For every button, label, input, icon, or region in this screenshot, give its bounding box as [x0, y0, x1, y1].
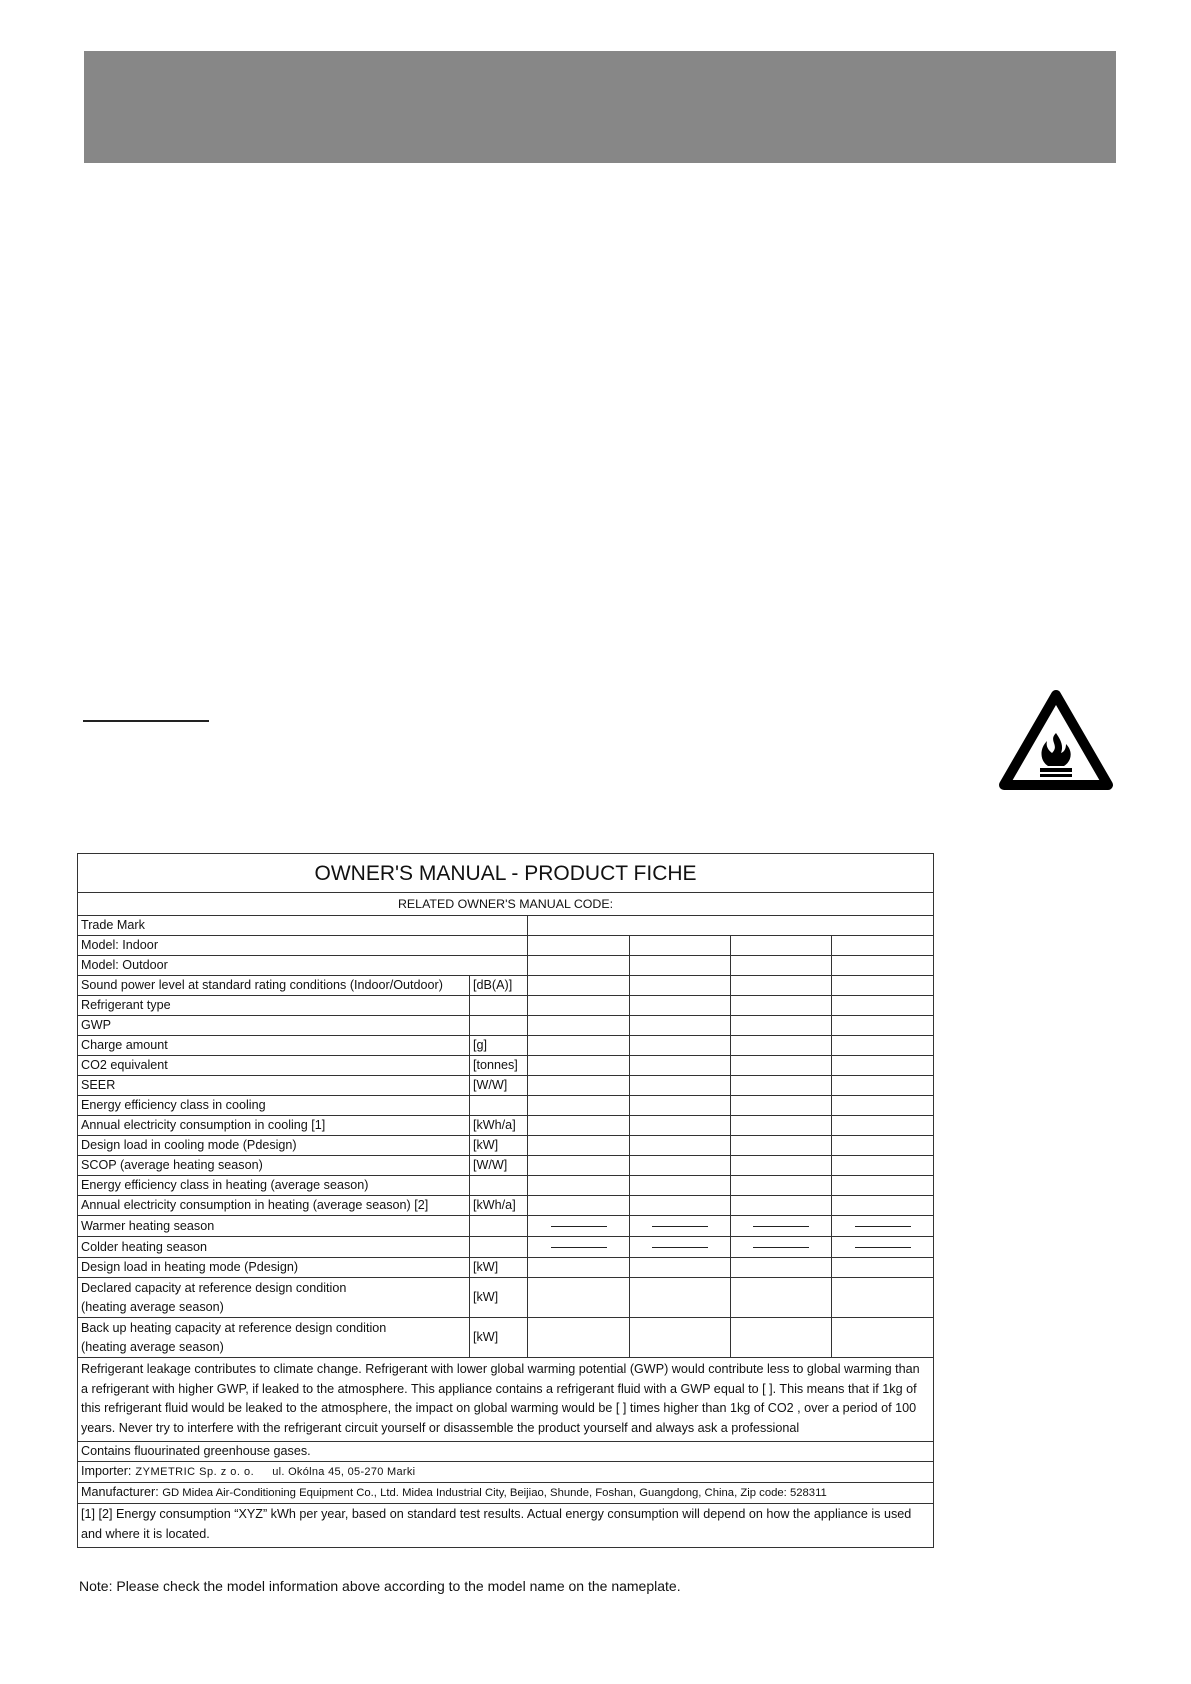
value-cell	[832, 1036, 934, 1056]
value-cell	[832, 1136, 934, 1156]
value-cell	[528, 1136, 630, 1156]
value-cell	[832, 1176, 934, 1196]
row-label: Design load in heating mode (Pdesign)	[78, 1258, 470, 1278]
value-cell	[528, 1237, 630, 1258]
unit-cell: [W/W]	[470, 1076, 528, 1096]
manual-code-label: RELATED OWNER'S MANUAL CODE:	[78, 893, 934, 916]
value-cell	[832, 1116, 934, 1136]
value-cell	[528, 916, 934, 936]
unit-cell: [kW]	[470, 1318, 528, 1358]
value-cell	[528, 1156, 630, 1176]
unit-cell: [tonnes]	[470, 1056, 528, 1076]
row-label: SEER	[78, 1076, 470, 1096]
unit-cell	[470, 1216, 528, 1237]
row-label: Refrigerant type	[78, 996, 470, 1016]
table-row	[78, 1216, 934, 1237]
value-cell	[528, 1096, 630, 1116]
value-cell	[630, 1156, 731, 1176]
row-label: CO2 equivalent	[78, 1056, 470, 1076]
value-cell	[731, 1136, 832, 1156]
value-cell	[630, 1016, 731, 1036]
value-cell	[832, 1016, 934, 1036]
value-cell	[731, 1116, 832, 1136]
value-cell	[630, 1216, 731, 1237]
value-cell	[528, 1016, 630, 1036]
importer-cell	[78, 1462, 934, 1483]
unit-cell: [dB(A)]	[470, 976, 528, 996]
value-cell	[528, 1056, 630, 1076]
value-cell	[832, 1196, 934, 1216]
table-row	[78, 976, 934, 996]
blank-line	[652, 1226, 708, 1227]
value-cell	[731, 996, 832, 1016]
value-cell	[832, 1278, 934, 1318]
value-cell	[731, 1096, 832, 1116]
value-cell	[528, 1196, 630, 1216]
value-cell	[731, 1237, 832, 1258]
unit-cell	[470, 1096, 528, 1116]
unit-cell: [kW]	[470, 1136, 528, 1156]
value-cell	[630, 1056, 731, 1076]
table-row	[78, 1278, 934, 1318]
value-cell	[630, 1278, 731, 1318]
fiche-title: OWNER'S MANUAL - PRODUCT FICHE	[78, 854, 934, 893]
row-label	[78, 1278, 470, 1318]
row-label: Model: Outdoor	[78, 956, 528, 976]
blank-line	[855, 1226, 911, 1227]
value-cell	[731, 1216, 832, 1237]
table-row	[78, 1258, 934, 1278]
gwp-statement-row	[78, 1358, 934, 1442]
manufacturer-row	[78, 1483, 934, 1504]
unit-cell	[470, 996, 528, 1016]
value-cell	[832, 1318, 934, 1358]
value-cell	[630, 956, 731, 976]
row-label: Annual electricity consumption in heating (average season) [2]	[78, 1196, 470, 1216]
table-row	[78, 956, 934, 976]
footnote-row	[78, 1504, 934, 1547]
blank-line	[652, 1247, 708, 1248]
unit-cell	[470, 1237, 528, 1258]
unit-cell: [kW]	[470, 1278, 528, 1318]
row-label: Colder heating season	[78, 1237, 470, 1258]
value-cell	[832, 1237, 934, 1258]
value-cell	[832, 936, 934, 956]
row-label: GWP	[78, 1016, 470, 1036]
value-cell	[731, 1258, 832, 1278]
gwp-statement: Refrigerant leakage contributes to climate change. Refrigerant with lower global warming potential (GWP) would contribute less to global warming than a refrigerant with higher GWP, if leaked to the atmosphere. This appliance contains a refrigerant fluid with a GWP equal to [ ]. This means that if 1kg of this refrigerant fluid would be leaked to the atmosphere, the impact on global warming would be [ ] times higher than 1kg of CO2 , over a period of 100 years. Never try to interfere with the refrigerant circuit yourself or disassemble the product yourself and always ask a professional	[78, 1358, 934, 1442]
header-bar	[84, 51, 1116, 163]
row-label: Energy efficiency class in heating (average season)	[78, 1176, 470, 1196]
value-cell	[528, 1116, 630, 1136]
value-cell	[731, 1056, 832, 1076]
value-cell	[731, 1036, 832, 1056]
table-row	[78, 1442, 934, 1462]
table-row	[78, 936, 934, 956]
table-row	[78, 996, 934, 1016]
value-cell	[832, 956, 934, 976]
row-label: Charge amount	[78, 1036, 470, 1056]
row-label-line: Back up heating capacity at reference design condition	[81, 1320, 387, 1335]
importer-address: ul. Okólna 45, 05-270 Marki	[272, 1466, 416, 1479]
table-row	[78, 1076, 934, 1096]
value-cell	[731, 1156, 832, 1176]
value-cell	[630, 1196, 731, 1216]
value-cell	[731, 1278, 832, 1318]
value-cell	[630, 1136, 731, 1156]
value-cell	[630, 1258, 731, 1278]
value-cell	[528, 1216, 630, 1237]
value-cell	[528, 1036, 630, 1056]
table-row	[78, 1318, 934, 1358]
row-label: Annual electricity consumption in cooling [1]	[78, 1116, 470, 1136]
value-cell	[832, 1258, 934, 1278]
value-cell	[528, 1318, 630, 1358]
row-label-line: (heating average season)	[81, 1299, 224, 1314]
value-cell	[528, 996, 630, 1016]
table-row	[78, 1036, 934, 1056]
value-cell	[832, 1056, 934, 1076]
value-cell	[832, 1096, 934, 1116]
fiche-title-row	[78, 854, 934, 893]
table-row	[78, 1136, 934, 1156]
value-cell	[832, 1156, 934, 1176]
fluorinated-gases-notice: Contains fluourinated greenhouse gases.	[78, 1442, 934, 1462]
value-cell	[528, 1176, 630, 1196]
value-cell	[528, 936, 630, 956]
value-cell	[528, 1076, 630, 1096]
value-cell	[731, 1196, 832, 1216]
nameplate-note: Note: Please check the model information above according to the model name on the nameplate.	[79, 1578, 681, 1594]
table-row	[78, 916, 934, 936]
table-row	[78, 1096, 934, 1116]
table-row	[78, 1016, 934, 1036]
row-label	[78, 1318, 470, 1358]
row-label: Warmer heating season	[78, 1216, 470, 1237]
manufacturer-label: Manufacturer:	[81, 1485, 159, 1500]
unit-cell: [W/W]	[470, 1156, 528, 1176]
value-cell	[731, 956, 832, 976]
row-label: Energy efficiency class in cooling	[78, 1096, 470, 1116]
row-label-line: Declared capacity at reference design condition	[81, 1280, 347, 1295]
value-cell	[630, 996, 731, 1016]
unit-cell: [kWh/a]	[470, 1196, 528, 1216]
table-row	[78, 1116, 934, 1136]
importer-label: Importer:	[81, 1464, 132, 1479]
unit-cell	[470, 1176, 528, 1196]
value-cell	[630, 976, 731, 996]
table-row	[78, 1176, 934, 1196]
value-cell	[630, 1116, 731, 1136]
value-cell	[832, 1216, 934, 1237]
value-cell	[731, 976, 832, 996]
value-cell	[528, 956, 630, 976]
unit-cell: [g]	[470, 1036, 528, 1056]
table-row	[78, 1237, 934, 1258]
energy-footnote: [1] [2] Energy consumption “XYZ” kWh per year, based on standard test results. Actual energy consumption will depend on how the appliance is used and where it is located.	[78, 1504, 934, 1547]
value-cell	[528, 1278, 630, 1318]
table-row	[78, 1196, 934, 1216]
blank-line	[753, 1247, 809, 1248]
row-label: Design load in cooling mode (Pdesign)	[78, 1136, 470, 1156]
value-cell	[731, 1318, 832, 1358]
product-fiche-table	[77, 853, 934, 1548]
blank-line	[551, 1247, 607, 1248]
row-label-line: (heating average season)	[81, 1339, 224, 1354]
value-cell	[528, 976, 630, 996]
value-cell	[630, 936, 731, 956]
row-label: SCOP (average heating season)	[78, 1156, 470, 1176]
table-row	[78, 1156, 934, 1176]
value-cell	[731, 1016, 832, 1036]
value-cell	[832, 1076, 934, 1096]
section-divider	[83, 720, 209, 722]
table-row	[78, 1056, 934, 1076]
row-label: Model: Indoor	[78, 936, 528, 956]
manufacturer-cell	[78, 1483, 934, 1504]
value-cell	[731, 1176, 832, 1196]
flammable-warning-icon	[998, 689, 1114, 792]
value-cell	[630, 1176, 731, 1196]
manufacturer-value: GD Midea Air-Conditioning Equipment Co., Ltd. Midea Industrial City, Beijiao, Shunde, Foshan, Guangdong, China, Zip code: 528311	[162, 1487, 827, 1500]
value-cell	[731, 936, 832, 956]
manual-code-row	[78, 893, 934, 916]
blank-line	[855, 1247, 911, 1248]
row-label: Trade Mark	[78, 916, 528, 936]
value-cell	[630, 1237, 731, 1258]
value-cell	[630, 1096, 731, 1116]
importer-row	[78, 1462, 934, 1483]
value-cell	[832, 996, 934, 1016]
value-cell	[630, 1076, 731, 1096]
value-cell	[731, 1076, 832, 1096]
blank-line	[753, 1226, 809, 1227]
unit-cell: [kW]	[470, 1258, 528, 1278]
value-cell	[630, 1036, 731, 1056]
value-cell	[832, 976, 934, 996]
value-cell	[528, 1258, 630, 1278]
unit-cell: [kWh/a]	[470, 1116, 528, 1136]
importer-name: ZYMETRIC Sp. z o. o.	[135, 1466, 255, 1479]
value-cell	[630, 1318, 731, 1358]
unit-cell	[470, 1016, 528, 1036]
blank-line	[551, 1226, 607, 1227]
row-label: Sound power level at standard rating conditions (Indoor/Outdoor)	[78, 976, 470, 996]
